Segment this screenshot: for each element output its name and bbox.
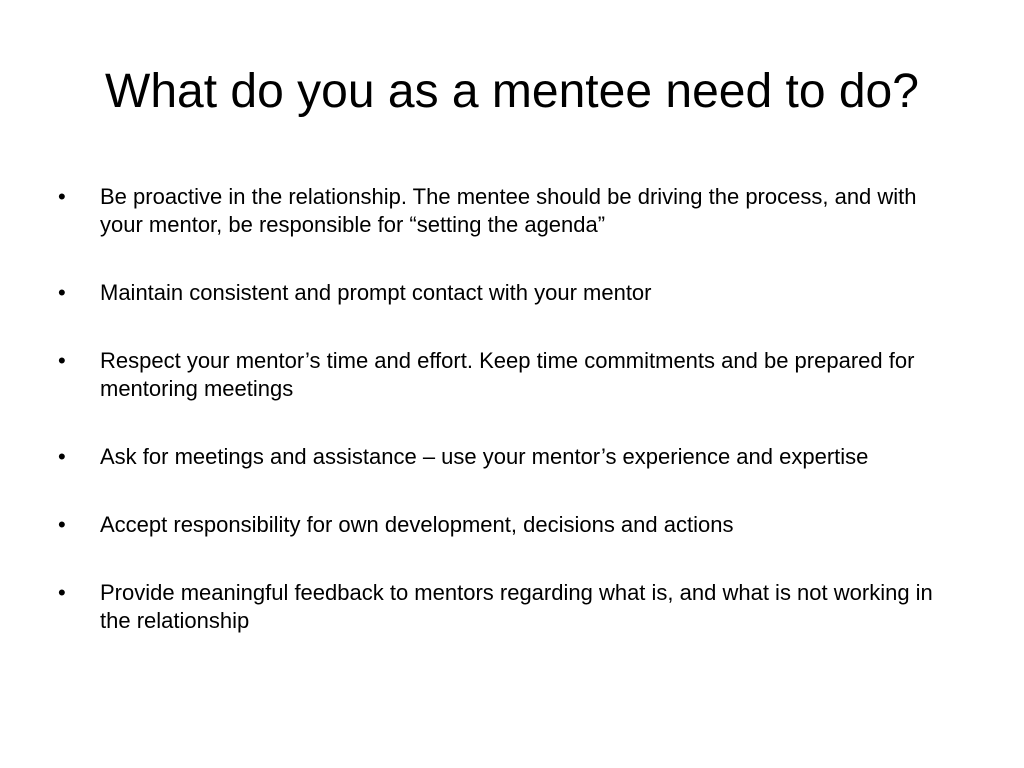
bullet-list xyxy=(52,183,952,675)
bullet-item xyxy=(52,579,952,635)
bullet-icon: • xyxy=(58,280,66,305)
bullet-icon: • xyxy=(58,444,66,469)
bullet-item xyxy=(52,347,952,403)
bullet-text: Provide meaningful feedback to mentors regarding what is, and what is not working in the relationship xyxy=(100,580,933,633)
bullet-item xyxy=(52,279,952,307)
bullet-item xyxy=(52,443,952,471)
slide-title: What do you as a mentee need to do? xyxy=(105,65,919,118)
bullet-text: Ask for meetings and assistance – use your mentor’s experience and expertise xyxy=(100,444,869,469)
bullet-text: Maintain consistent and prompt contact with your mentor xyxy=(100,280,652,305)
bullet-icon: • xyxy=(58,512,66,537)
bullet-item xyxy=(52,511,952,539)
bullet-text: Be proactive in the relationship. The mentee should be driving the process, and with your mentor, be responsible for “setting the agenda” xyxy=(100,184,917,237)
bullet-text: Respect your mentor’s time and effort. Keep time commitments and be prepared for mentoring meetings xyxy=(100,348,915,401)
bullet-icon: • xyxy=(58,184,66,209)
bullet-icon: • xyxy=(58,348,66,373)
bullet-text: Accept responsibility for own development, decisions and actions xyxy=(100,512,734,537)
bullet-item xyxy=(52,183,952,239)
bullet-icon: • xyxy=(58,580,66,605)
